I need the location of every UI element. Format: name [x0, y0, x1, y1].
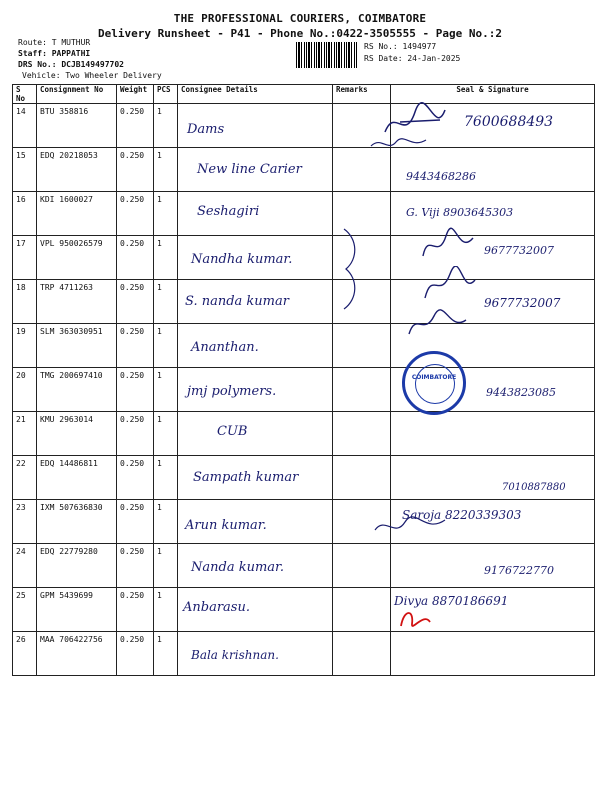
cell-sno: 17 — [13, 236, 37, 280]
cell-pcs: 1 — [154, 544, 178, 588]
cell-consignee — [178, 148, 333, 192]
cell-weight: 0.250 — [117, 456, 154, 500]
consignee-handwriting: Dams — [187, 122, 225, 137]
signature-handwriting: 9443823085 — [486, 386, 556, 399]
signature-handwriting: 9443468286 — [406, 170, 476, 183]
consignee-handwriting: CUB — [217, 424, 248, 439]
cell-remarks — [333, 148, 391, 192]
col-sno: S No — [13, 85, 37, 104]
table-row — [13, 588, 595, 632]
table-row — [13, 412, 595, 456]
cell-pcs: 1 — [154, 104, 178, 148]
consignment-table — [12, 84, 595, 676]
table-row — [13, 456, 595, 500]
cell-signature — [391, 412, 595, 456]
cell-signature — [391, 456, 595, 500]
cell-sno: 16 — [13, 192, 37, 236]
consignee-handwriting: Bala krishnan. — [191, 648, 279, 662]
signature-scribble — [404, 306, 474, 342]
cell-pcs: 1 — [154, 280, 178, 324]
cell-remarks — [333, 544, 391, 588]
cell-consignment: IXM 507636830 — [37, 500, 117, 544]
cell-weight: 0.250 — [117, 192, 154, 236]
cell-weight: 0.250 — [117, 324, 154, 368]
runsheet-subtitle: Delivery Runsheet - P41 - Phone No.:0422-3505555 - Page No.:2 — [98, 27, 502, 40]
cell-weight: 0.250 — [117, 588, 154, 632]
consignee-handwriting: Seshagiri — [197, 204, 260, 219]
consignee-handwriting: Ananthan. — [191, 340, 259, 355]
signature-handwriting: G. Viji 8903645303 — [406, 206, 514, 219]
table-row — [13, 104, 595, 148]
cell-pcs: 1 — [154, 412, 178, 456]
table-row — [13, 544, 595, 588]
cell-consignment: TMG 200697410 — [37, 368, 117, 412]
cell-weight: 0.250 — [117, 500, 154, 544]
signature-handwriting: Divya 8870186691 — [394, 594, 509, 608]
cell-weight: 0.250 — [117, 544, 154, 588]
consignee-handwriting: Arun kumar. — [185, 518, 267, 533]
signature-handwriting: 7010887880 — [502, 482, 566, 493]
cell-weight: 0.250 — [117, 280, 154, 324]
cell-weight: 0.250 — [117, 236, 154, 280]
cell-pcs: 1 — [154, 236, 178, 280]
cell-signature — [391, 544, 595, 588]
consignee-handwriting: New line Carier — [197, 162, 302, 177]
signature-scribble — [420, 266, 480, 306]
cell-sno: 23 — [13, 500, 37, 544]
cell-pcs: 1 — [154, 500, 178, 544]
signature-scribble — [418, 226, 478, 266]
cell-consignee — [178, 104, 333, 148]
cell-pcs: 1 — [154, 588, 178, 632]
table-row — [13, 236, 595, 280]
cell-pcs: 1 — [154, 324, 178, 368]
table-row — [13, 632, 595, 676]
cell-pcs: 1 — [154, 456, 178, 500]
cell-pcs: 1 — [154, 148, 178, 192]
col-signature: Seal & Signature — [391, 85, 595, 104]
company-seal-stamp — [402, 351, 466, 415]
col-consignee: Consignee Details — [178, 85, 333, 104]
cell-consignee — [178, 588, 333, 632]
cell-consignee — [178, 280, 333, 324]
col-weight: Weight — [117, 85, 154, 104]
cell-weight: 0.250 — [117, 148, 154, 192]
bracket-mark — [336, 224, 366, 314]
cell-consignment: EDQ 20218053 — [37, 148, 117, 192]
cell-consignment: BTU 358816 — [37, 104, 117, 148]
cell-consignment: EDQ 22779280 — [37, 544, 117, 588]
drs-label: DRS No.: DCJB149497702 — [18, 60, 124, 69]
table-row — [13, 280, 595, 324]
cell-consignee — [178, 544, 333, 588]
cell-consignment: KMU 2963014 — [37, 412, 117, 456]
cell-remarks — [333, 412, 391, 456]
signature-handwriting: 9677732007 — [484, 296, 561, 310]
table-header-row — [13, 85, 595, 104]
cell-consignee — [178, 500, 333, 544]
cell-remarks — [333, 368, 391, 412]
consignee-handwriting: Nanda kumar. — [191, 560, 284, 575]
cell-consignment: EDQ 14486811 — [37, 456, 117, 500]
cell-consignment: KDI 1600027 — [37, 192, 117, 236]
consignee-handwriting: Nandha kumar. — [191, 252, 293, 267]
cell-sno: 18 — [13, 280, 37, 324]
stamp-text: COIMBATORE — [411, 374, 457, 381]
cell-consignee — [178, 368, 333, 412]
table-row — [13, 148, 595, 192]
cell-signature — [391, 148, 595, 192]
cell-pcs: 1 — [154, 368, 178, 412]
cell-weight: 0.250 — [117, 104, 154, 148]
cell-consignment: TRP 4711263 — [37, 280, 117, 324]
cell-consignment: SLM 363030951 — [37, 324, 117, 368]
cell-sno: 14 — [13, 104, 37, 148]
signature-scribble — [366, 134, 436, 154]
cell-remarks — [333, 456, 391, 500]
cell-pcs: 1 — [154, 632, 178, 676]
cell-sno: 22 — [13, 456, 37, 500]
cell-remarks — [333, 588, 391, 632]
rs-number: RS No.: 1494977 — [364, 42, 437, 51]
consignee-handwriting: jmj polymers. — [187, 384, 277, 399]
staff-label: Staff: PAPPATHI — [18, 49, 91, 58]
consignee-handwriting: Sampath kumar — [193, 470, 299, 485]
table-row — [13, 324, 595, 368]
col-remarks: Remarks — [333, 85, 391, 104]
consignee-handwriting: S. nanda kumar — [185, 294, 289, 309]
cell-weight: 0.250 — [117, 412, 154, 456]
cell-consignee — [178, 456, 333, 500]
cell-sno: 26 — [13, 632, 37, 676]
cell-weight: 0.250 — [117, 368, 154, 412]
cell-sno: 15 — [13, 148, 37, 192]
col-consignment: Consignment No — [37, 85, 117, 104]
cell-consignee — [178, 632, 333, 676]
cell-sno: 25 — [13, 588, 37, 632]
cell-sno: 20 — [13, 368, 37, 412]
cell-sno: 21 — [13, 412, 37, 456]
cell-pcs: 1 — [154, 192, 178, 236]
route-label: Route: T MUTHUR — [18, 38, 91, 47]
table-row — [13, 192, 595, 236]
cell-consignment: GPM 5439699 — [37, 588, 117, 632]
cell-weight: 0.250 — [117, 632, 154, 676]
signature-scribble — [370, 512, 450, 542]
col-pcs: PCS — [154, 85, 178, 104]
cell-remarks — [333, 324, 391, 368]
cell-consignee — [178, 236, 333, 280]
company-title: THE PROFESSIONAL COURIERS, COIMBATORE — [173, 12, 427, 25]
signature-handwriting: Saroja 8220339303 — [402, 508, 522, 522]
cell-consignment: VPL 950026579 — [37, 236, 117, 280]
cell-consignee — [178, 192, 333, 236]
cell-signature — [391, 632, 595, 676]
cell-sno: 24 — [13, 544, 37, 588]
barcode — [296, 42, 358, 68]
signature-handwriting: 9677732007 — [484, 244, 554, 257]
signature-handwriting: 9176722770 — [484, 564, 554, 577]
signature-handwriting: 7600688493 — [464, 114, 554, 130]
table-row — [13, 368, 595, 412]
cell-remarks — [333, 632, 391, 676]
vehicle-label: Vehicle: Two Wheeler Delivery — [22, 71, 162, 80]
cell-consignee — [178, 412, 333, 456]
cell-consignment: MAA 706422756 — [37, 632, 117, 676]
red-signature-icon — [396, 604, 436, 634]
table-row — [13, 500, 595, 544]
consignee-handwriting: Anbarasu. — [183, 600, 250, 615]
cell-consignee — [178, 324, 333, 368]
rs-date: RS Date: 24-Jan-2025 — [364, 54, 461, 63]
cell-sno: 19 — [13, 324, 37, 368]
